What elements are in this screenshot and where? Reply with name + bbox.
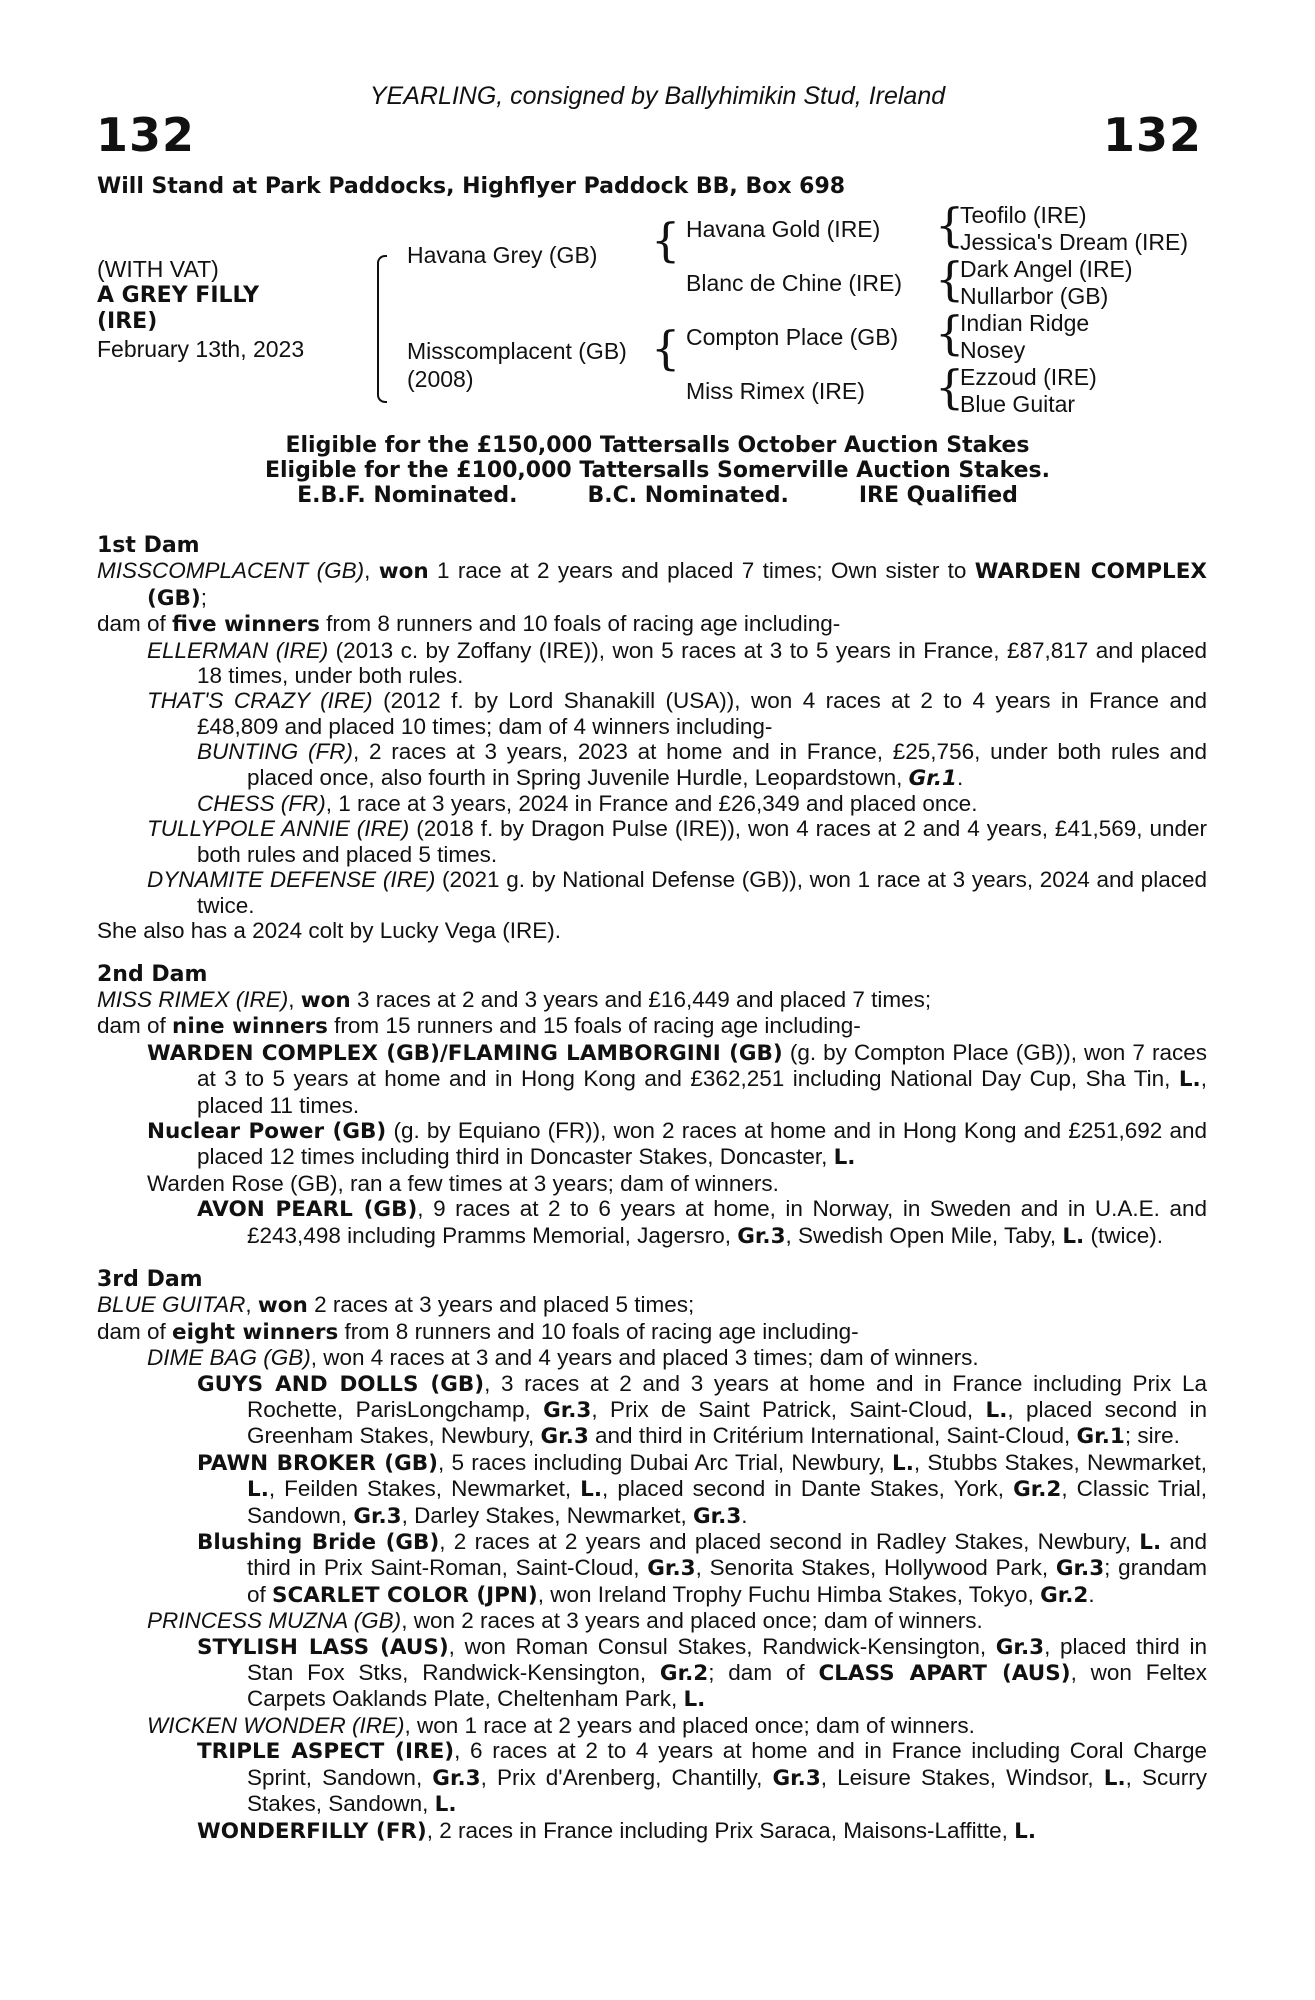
entry-text: , Stubbs Stakes, Newmarket, — [913, 1449, 1207, 1475]
entry-emphasis: L. — [985, 1398, 1008, 1423]
pedigree-entry — [97, 987, 1207, 1013]
entry-text: , placed third in Stan Fox Stks, Randwick-Kensington, — [247, 1633, 1207, 1686]
pedigree-entry — [97, 1171, 1207, 1196]
entry-text: 2 races at 3 years and placed 5 times; — [307, 1292, 695, 1318]
entry-emphasis: PAWN BROKER (GB) — [197, 1450, 438, 1476]
pedigree-bracket-main — [377, 255, 387, 403]
entry-emphasis: Gr.3 — [772, 1765, 821, 1791]
entry-emphasis: won — [257, 1293, 308, 1319]
pedigree-entry — [97, 739, 1207, 791]
horse-name-line1: A GREY FILLY — [97, 283, 260, 308]
gen3-ancestor-7: Ezzoud (IRE) — [960, 364, 1097, 390]
entry-emphasis: Gr.1 — [1076, 1424, 1125, 1450]
lot-number-right: 132 — [1102, 108, 1202, 162]
entry-emphasis: L. — [1103, 1765, 1126, 1791]
pedigree-entry — [97, 1713, 1207, 1738]
entry-emphasis: PRINCESS MUZNA (GB) — [147, 1608, 402, 1634]
section-heading: 2nd Dam — [97, 961, 208, 987]
entry-emphasis: DYNAMITE DEFENSE (IRE) — [147, 867, 436, 893]
entry-text: from 15 runners and 15 foals of racing age including- — [327, 1013, 861, 1039]
entry-emphasis: L. — [434, 1792, 457, 1818]
entry-emphasis: SCARLET COLOR (JPN) — [272, 1582, 538, 1608]
pedigree-entry — [97, 1013, 1207, 1039]
entry-emphasis: WICKEN WONDER (IRE) — [147, 1712, 405, 1738]
consignment-line: YEARLING, consigned by Ballyhimikin Stud, Ireland — [369, 82, 946, 110]
pedigree-entry — [97, 558, 1207, 611]
entry-emphasis: TULLYPOLE ANNIE (IRE) — [147, 816, 410, 842]
entry-text: , 2 races at 2 years and placed second in Radley Stakes, Newbury, — [439, 1529, 1140, 1555]
entry-emphasis: Gr.2 — [1013, 1477, 1062, 1503]
entry-text: , Leisure Stakes, Windsor, — [820, 1764, 1104, 1790]
gen3-ancestor-6: Nosey — [960, 337, 1026, 363]
entry-emphasis: Gr.3 — [540, 1424, 589, 1450]
entry-text: 3 races at 2 and 3 years and £16,449 and placed 7 times; — [350, 986, 932, 1012]
entry-emphasis: Gr.2 — [659, 1661, 709, 1687]
gen3-ancestor-1: Teofilo (IRE) — [960, 202, 1087, 228]
entry-text: , won 4 races at 3 and 4 years and placed 3 times; dam of winners. — [310, 1345, 979, 1371]
entry-text: , placed second in Dante Stakes, York, — [602, 1476, 1014, 1502]
entry-text: (2021 g. by National Defense (GB)), won 1 race at 3 years, 2024 and placed twice. — [197, 867, 1207, 918]
sire-sire: Havana Gold (IRE) — [686, 216, 881, 242]
vat-label: (WITH VAT) — [97, 256, 219, 282]
entry-text: , Prix d'Arenberg, Chantilly, — [480, 1764, 773, 1790]
entry-text: ; grandam of — [247, 1555, 1207, 1607]
entry-emphasis: CHESS (FR) — [197, 791, 326, 817]
entry-emphasis: L. — [1062, 1223, 1085, 1249]
entry-emphasis: GUYS AND DOLLS (GB) — [197, 1371, 485, 1397]
entry-emphasis: STYLISH LASS (AUS) — [197, 1634, 449, 1660]
nominations-row — [0, 483, 1315, 508]
entry-emphasis: Gr.3 — [1055, 1556, 1105, 1582]
entry-text: (g. by Compton Place (GB)), won 7 races at 3 to 5 years at home and in Hong Kong and £362,251 including National Day Cup, Sha Tin, — [197, 1039, 1208, 1092]
sire: Havana Grey (GB) — [407, 242, 598, 268]
entry-text: , — [364, 558, 379, 584]
entry-text: (2018 f. by Dragon Pulse (IRE)), won 4 races at 2 and 4 years, £41,569, under both rules and placed 5 times. — [197, 816, 1207, 867]
entry-text: from 8 runners and 10 foals of racing age including- — [319, 611, 841, 637]
entry-emphasis: Nuclear Power (GB) — [147, 1118, 387, 1144]
entry-text: , 5 races including Dubai Arc Trial, Newbury, — [437, 1449, 892, 1475]
entry-text: , Swedish Open Mile, Taby, — [785, 1222, 1063, 1248]
gen3-ancestor-5: Indian Ridge — [960, 310, 1090, 336]
entry-text: (2012 f. by Lord Shanakill (USA)), won 4 races at 2 to 4 years in France and £48,809 and placed 10 times; dam of 4 winners including- — [197, 688, 1207, 739]
entry-text: and third in Prix Saint-Roman, Saint-Cloud, — [247, 1529, 1207, 1581]
pedigree-entry — [97, 1292, 1207, 1318]
family-history — [97, 533, 1207, 1844]
bc-nominated: B.C. Nominated. — [587, 483, 789, 508]
foaling-date: February 13th, 2023 — [97, 336, 305, 362]
ire-qualified: IRE Qualified — [858, 483, 1018, 508]
horse-name-line2: (IRE) — [97, 309, 158, 334]
entry-emphasis: five winners — [172, 612, 320, 638]
entry-emphasis: TRIPLE ASPECT (IRE) — [197, 1739, 455, 1765]
pedigree-entry — [97, 1738, 1207, 1817]
entry-emphasis: Gr.3 — [692, 1503, 742, 1529]
eligibility-block — [0, 433, 1315, 508]
entry-text: , Prix de Saint Patrick, Saint-Cloud, — [591, 1397, 986, 1422]
entry-text: , won Roman Consul Stakes, Randwick-Kensington, — [448, 1633, 996, 1659]
pedigree-entry — [97, 1634, 1207, 1713]
gen3-ancestor-3: Dark Angel (IRE) — [960, 256, 1133, 282]
entry-emphasis: Gr.3 — [647, 1556, 696, 1582]
entry-emphasis: nine winners — [172, 1014, 328, 1040]
entry-emphasis: ELLERMAN (IRE) — [147, 637, 329, 663]
section-heading: 1st Dam — [97, 533, 200, 558]
entry-text: ; sire. — [1124, 1423, 1180, 1449]
dam-dam: Miss Rimex (IRE) — [686, 378, 865, 404]
entry-text: , won Ireland Trophy Fuchu Himba Stakes, Tokyo, — [537, 1581, 1041, 1607]
pedigree-entry — [97, 1345, 1207, 1370]
entry-text: , won 1 race at 2 years and placed once; dam of winners. — [404, 1712, 975, 1738]
entry-text: , 9 races at 2 to 6 years at home, in Norway, in Sweden and in U.A.E. and £243,498 including Pramms Memorial, Jagersro, — [247, 1196, 1207, 1248]
entry-emphasis: WARDEN COMPLEX (GB) — [147, 559, 1207, 611]
pedigree-entry — [97, 1818, 1207, 1844]
entry-text: (2013 c. by Zoffany (IRE)), won 5 races at 3 to 5 years in France, £87,817 and placed 18 times, under both rules. — [197, 637, 1207, 689]
entry-text: , Darley Stakes, Newmarket, — [401, 1502, 693, 1528]
entry-emphasis: L. — [580, 1477, 603, 1503]
entry-text: , 2 races at 3 years, 2023 at home and in France, £25,756, under both rules and placed once, also fourth in Spring Juvenile Hurdle, Leopardstown, — [247, 739, 1207, 790]
pedigree-entry — [97, 1529, 1207, 1608]
gen3-bracket-2: { — [935, 252, 965, 306]
entry-emphasis: won — [300, 987, 351, 1013]
pedigree-entry — [97, 1319, 1207, 1345]
entry-emphasis: Gr.3 — [995, 1634, 1045, 1660]
entry-text: . — [741, 1502, 748, 1528]
dam-year: (2008) — [407, 366, 474, 392]
entry-emphasis: L. — [892, 1450, 914, 1476]
pedigree-entry — [97, 1040, 1207, 1118]
entry-text: from 8 runners and 10 foals of racing age including- — [338, 1318, 859, 1344]
entry-emphasis: MISS RIMEX (IRE) — [97, 986, 289, 1012]
gen3-bracket-1: { — [935, 198, 965, 252]
entry-text: . — [1088, 1581, 1095, 1607]
entry-text: , Classic Trial, Sandown, — [247, 1476, 1207, 1528]
entry-text: (g. by Equiano (FR)), won 2 races at home and in Hong Kong and £251,692 and placed 12 times including third in Doncaster Stakes, Doncaster, — [197, 1117, 1207, 1170]
eligibility-somerville: Eligible for the £100,000 Tattersalls Somerville Auction Stakes. — [264, 458, 1051, 483]
pedigree-entry — [97, 867, 1207, 918]
pedigree-entry — [97, 1450, 1207, 1529]
entry-emphasis: L. — [1139, 1530, 1162, 1556]
pedigree-entry — [97, 611, 1207, 637]
pedigree-entry — [97, 638, 1207, 689]
entry-emphasis: L. — [833, 1145, 856, 1171]
entry-emphasis: L. — [1178, 1067, 1201, 1093]
entry-emphasis: BUNTING (FR) — [197, 739, 353, 765]
entry-text: . — [956, 764, 964, 790]
entry-emphasis: won — [378, 559, 429, 585]
entry-text: , — [288, 986, 301, 1012]
entry-text: , Scurry Stakes, Sandown, — [247, 1764, 1207, 1817]
entry-text: , Senorita Stakes, Hollywood Park, — [695, 1555, 1056, 1581]
gen3-ancestor-2: Jessica's Dream (IRE) — [960, 229, 1189, 255]
lot-number-left: 132 — [96, 108, 196, 162]
entry-text: (twice). — [1084, 1222, 1163, 1248]
pedigree-entry — [97, 1371, 1207, 1450]
entry-text: , won Feltex Carpets Oaklands Plate, Cheltenham Park, — [247, 1660, 1207, 1712]
entry-text: , won 2 races at 3 years and placed once; dam of winners. — [401, 1608, 983, 1634]
dam-line-bracket: { — [651, 321, 681, 375]
entry-text: , 1 race at 3 years, 2024 in France and £26,349 and placed once. — [325, 791, 978, 817]
entry-text: , — [245, 1292, 258, 1318]
ebf-nominated: E.B.F. Nominated. — [297, 483, 518, 508]
entry-emphasis: DIME BAG (GB) — [147, 1345, 311, 1371]
entry-emphasis: L. — [247, 1477, 269, 1503]
entry-emphasis: Gr.2 — [1040, 1582, 1089, 1608]
sire-dam: Blanc de Chine (IRE) — [686, 270, 903, 296]
pedigree-entry — [97, 816, 1207, 867]
entry-text: dam of — [97, 611, 173, 637]
entry-emphasis: WARDEN COMPLEX (GB)/FLAMING LAMBORGINI (GB) — [147, 1040, 783, 1066]
entry-emphasis: THAT'S CRAZY (IRE) — [147, 688, 373, 714]
entry-text: 1 race at 2 years and placed 7 times; Own sister to — [428, 558, 975, 584]
entry-text: ; — [200, 584, 207, 610]
entry-emphasis: AVON PEARL (GB) — [197, 1197, 418, 1223]
gen3-bracket-3: { — [935, 306, 965, 360]
entry-text: , 2 races in France including Prix Saraca, Maisons-Laffitte, — [426, 1817, 1015, 1843]
dam-sire: Compton Place (GB) — [686, 324, 899, 350]
entry-emphasis: Blushing Bride (GB) — [197, 1530, 440, 1556]
entry-emphasis: Gr.3 — [432, 1765, 481, 1791]
gen3-ancestor-4: Nullarbor (GB) — [960, 283, 1109, 309]
entry-emphasis: Gr.3 — [543, 1398, 592, 1423]
entry-text: , Feilden Stakes, Newmarket, — [268, 1476, 581, 1502]
entry-emphasis: MISSCOMPLACENT (GB) — [97, 558, 365, 584]
pedigree-entry — [97, 688, 1207, 739]
entry-emphasis: L. — [683, 1687, 706, 1713]
entry-emphasis: CLASS APART (AUS) — [818, 1661, 1071, 1687]
entry-emphasis: BLUE GUITAR — [97, 1292, 246, 1318]
pedigree-entry — [97, 1196, 1207, 1249]
entry-text: ; dam of — [708, 1660, 819, 1686]
entry-text: dam of — [97, 1013, 173, 1039]
entry-emphasis: eight winners — [172, 1319, 339, 1345]
entry-emphasis: Gr.1 — [908, 765, 957, 791]
pedigree-entry — [97, 918, 1207, 943]
entry-emphasis: Gr.3 — [353, 1503, 402, 1529]
entry-text: Warden Rose (GB), ran a few times at 3 years; dam of winners. — [147, 1170, 779, 1196]
entry-text: She also has a 2024 colt by Lucky Vega (IRE). — [97, 918, 562, 944]
entry-emphasis: L. — [1014, 1818, 1036, 1844]
eligibility-october: Eligible for the £150,000 Tattersalls October Auction Stakes — [285, 433, 1030, 458]
entry-text: and third in Critérium International, Saint-Cloud, — [588, 1423, 1077, 1449]
pedigree-entry — [97, 791, 1207, 816]
dam: Misscomplacent (GB) — [407, 338, 627, 364]
pedigree-entry — [97, 1608, 1207, 1633]
gen3-ancestor-8: Blue Guitar — [960, 391, 1076, 417]
entry-text: , placed second in Greenham Stakes, Newbury, — [247, 1397, 1207, 1449]
gen3-bracket-4: { — [935, 360, 965, 414]
stable-location: Will Stand at Park Paddocks, Highflyer Paddock BB, Box 698 — [97, 174, 846, 199]
entry-text: dam of — [97, 1318, 173, 1344]
section-heading: 3rd Dam — [97, 1266, 203, 1292]
entry-text: , placed 11 times. — [197, 1066, 1207, 1118]
entry-emphasis: WONDERFILLY (FR) — [197, 1818, 427, 1844]
sire-line-bracket: { — [651, 213, 681, 267]
entry-text: , 6 races at 2 to 4 years at home and in France including Coral Charge Sprint, Sandown, — [247, 1738, 1207, 1790]
pedigree-entry — [97, 1118, 1207, 1171]
entry-emphasis: Gr.3 — [737, 1223, 786, 1249]
entry-text: , 3 races at 2 and 3 years at home and in France including Prix La Rochette, ParisLongchamp, — [247, 1370, 1207, 1422]
